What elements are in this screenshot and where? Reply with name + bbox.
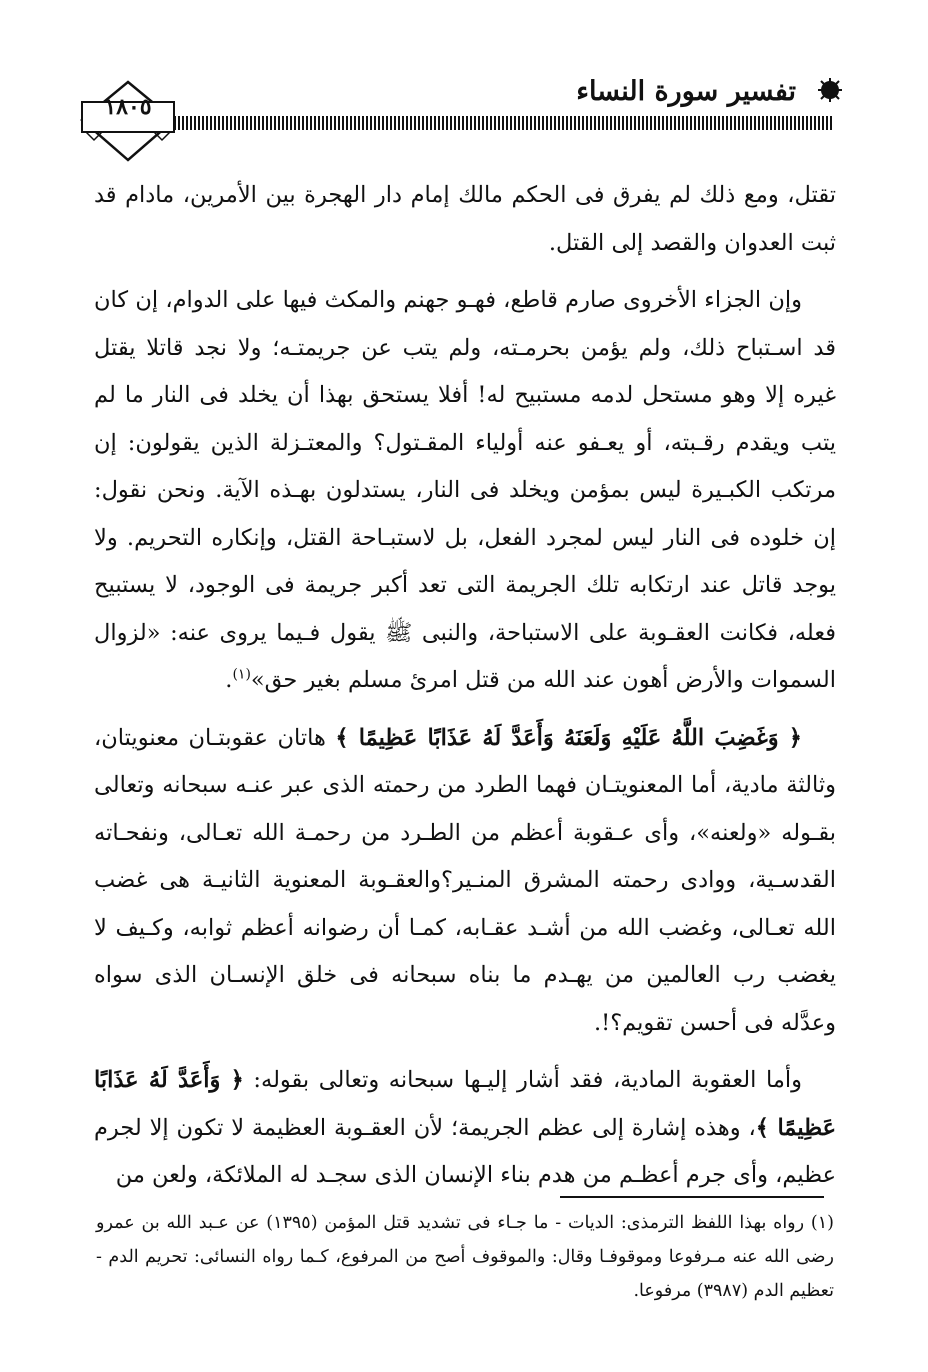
page-header	[0, 0, 928, 170]
paragraph-4	[94, 1057, 836, 1200]
paragraph-2	[94, 277, 836, 705]
header-title: تفسير سورة النساء	[576, 76, 796, 107]
header-rule	[162, 112, 832, 134]
paragraph-2-text: وإن الجزاء الأخروى صارم قاطع، فهـو جهنم والمكث فيها على الدوام، إن كان قد اسـتباح ذلك، ولم يؤمن بحرمـته، ولم يتب عن جريمتـه؛ ولا نجد قاتلا يقتل غيره إلا وهو مستحل لدمه مستبيح له! أفلا يستحق بهذا أن يخلد فى النار ما لم يتب ويقدم رقـبته، أو يعـفو عنه أولياء المقـتول؟ والمعتـزلة الذين يقولون: إن مرتكب الكبـيرة ليس بمؤمن ويخلد فى النار، يستدلون بهـذه الآية. ونحن نقول: إن خلوده فى النار ليس لمجرد الفعل، بل لاستبـاحة القتل، وإنكاره التحريم. ولا يوجد قاتل عند ارتكابه تلك الجريمة التى تعد أكبر جريمة فى الوجود، لا يستبيح فعله، فكانت العقـوبة على الاستباحة، والنبى ﷺ يقول فـيما يروى عنه: «لزوال السموات والأرض أهون عند الله من قتل امرئ مسلم بغير حق»	[94, 287, 836, 693]
paragraph-3-text: هاتان عقوبتـان معنويتان، وثالثة مادية، أما المعنويتـان فهما الطرد من رحمته الذى عبر عنـه سبحانه وتعالى بقـوله «ولعنه»، وأى عـقوبة أعظم من الطـرد من رحمـة الله تعـالى، ونفحـاته القدسـية، ووادى رحمته المشرق المنـير؟والعقـوبة المعنوية الثانيـة هى غضب الله تعـالى، وغضب الله من أشـد عقـابه، كمـا أن رضوانه أعظم ثوابه، وكـيف لا يغضب رب العالمين من يهـدم ما بناه سبحانه فى خلق الإنسـان الذى سواه وعدَّله فى أحسن تقويم؟!.	[94, 724, 836, 1036]
paragraph-4-text: وأما العقوبة المادية، فقد أشار إليـها سبحانه وتعالى بقوله:	[243, 1067, 802, 1093]
page-number-badge	[80, 80, 176, 164]
footnotes	[96, 1206, 834, 1308]
main-text	[94, 172, 836, 1210]
footnote-1: (١) رواه بهذا اللفظ الترمذى: الديات - ما جـاء فى تشديد قتل المؤمن (١٣٩٥) عن عـبد الله بن عمرو رضى الله عنه مـرفوعا وموقوفـا وقال: والموقوف أصح من المرفوع، كـما رواه النسائى: تحريم الدم - تعظيم الدم (٣٩٨٧) مرفوعا.	[96, 1213, 834, 1301]
quran-verse: ﴿ وَغَضِبَ اللَّهُ عَلَيْهِ وَلَعَنَهُ وَأَعَدَّ لَهُ عَذَابًا عَظِيمًا ﴾	[335, 724, 802, 751]
header-ornament-icon	[814, 78, 846, 102]
paragraph-3	[94, 715, 836, 1048]
paragraph-1: تقتل، ومع ذلك لم يفرق فى الحكم مالك إمام دار الهجرة بين الأمرين، مادام قد ثبت العدوان والقصد إلى القتل.	[94, 182, 836, 256]
page-number: ١٨٠٥	[104, 94, 152, 120]
paragraph-2-end: .	[225, 667, 233, 693]
quran-verse-2: ﴿ وَأَعَدَّ لَهُ عَذَابًا عَظِيمًا ﴾	[94, 1067, 836, 1141]
footnote-reference: (١)	[232, 666, 251, 683]
footnote-divider	[560, 1196, 824, 1198]
paragraph-4-rest: ، وهذه إشارة إلى عظم الجريمة؛ لأن العقـوبة العظيمة لا تكون إلا لجرم عظيم، وأى جرم أعظـم من هدم بناء الإنسان الذى سجـد له الملائكة، ولعن من	[94, 1114, 836, 1188]
